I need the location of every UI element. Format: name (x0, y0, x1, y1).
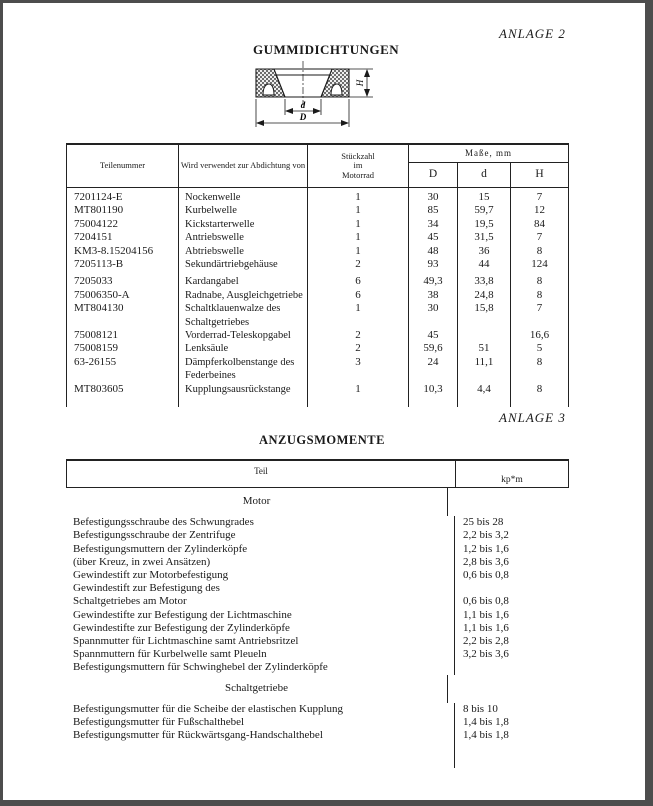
torque-part-label: (über Kreuz, in zwei Ansätzen) (73, 555, 211, 568)
dim-D-cell: 93 (409, 258, 458, 271)
table-row (67, 218, 569, 231)
torque-part-label: Spannmutter für Lichtmaschine samt Antriebsritzel (73, 635, 299, 648)
dim-d-cell: 11,1 (458, 356, 511, 383)
part-number-cell: 75004122 (74, 217, 118, 230)
filler-cell (454, 742, 569, 768)
dim-D-cell: 45 (409, 231, 458, 244)
dim-H-cell: 12 (511, 204, 569, 217)
dim-label-D: D (299, 112, 307, 122)
section-label-spacer (447, 488, 569, 516)
qty-cell: 1 (308, 218, 409, 231)
torque-row (66, 569, 569, 582)
usage-cell (179, 342, 308, 355)
torque-value: 2,2 bis 2,8 (454, 635, 569, 648)
usage-line: Vorderrad-Teleskopgabel (185, 330, 291, 342)
usage-line: Kupplungsausrückstange (185, 383, 291, 395)
dim-H-cell: 8 (511, 383, 569, 407)
dim-d-cell: 4,4 (458, 383, 511, 407)
dim-D-cell: 59,6 (409, 342, 458, 355)
part-number-cell: 7201124-E (74, 191, 123, 203)
col-header-stueckzahl: Stückzahl im Motorrad (308, 144, 409, 188)
gummi-table-head (67, 144, 569, 188)
dim-d-cell: 24,8 (458, 289, 511, 302)
torque-part-label: Befestigungsmuttern der Zylinderköpfe (73, 542, 248, 555)
torque-part-label: Befestigungsmutter für Fußschalthebel (73, 716, 245, 729)
torque-row (66, 529, 569, 542)
usage-cell (179, 383, 308, 407)
usage-cell (179, 302, 308, 329)
qty-cell: 2 (308, 329, 409, 342)
torque-value: 0,6 bis 0,8 (454, 569, 569, 582)
col-header-teil: Teil (254, 466, 268, 476)
torque-value: 2,2 bis 3,2 (454, 529, 569, 542)
dim-D-cell: 45 (409, 329, 458, 342)
dim-d-cell (458, 329, 511, 342)
torque-part-label: Befestigungsmutter für Rückwärtsgang-Handschalthebel (73, 729, 323, 742)
dim-H-cell: 8 (511, 289, 569, 302)
col-header-teilenummer: Teilenummer (99, 160, 146, 171)
dim-d-cell: 19,5 (458, 218, 511, 231)
usage-line: Schaltklauenwalze des (185, 303, 281, 315)
torque-value: 25 bis 28 (454, 516, 569, 529)
anlage-3-label: ANLAGE 3 (499, 410, 566, 425)
usage-line: Radnabe, Ausgleichgetriebe (185, 289, 303, 301)
usage-line: Kurbelwelle (185, 205, 237, 217)
dim-H-cell: 124 (511, 258, 569, 271)
col-header-kpm: kp*m (455, 461, 568, 487)
filler-cell (66, 742, 454, 768)
torque-row (66, 729, 569, 742)
dim-H-cell: 7 (511, 302, 569, 329)
torque-row (66, 622, 569, 635)
gummidichtungen-table (66, 143, 569, 407)
table-row (67, 204, 569, 217)
usage-cell (179, 231, 308, 244)
torque-value: 8 bis 10 (454, 703, 569, 716)
table-row (67, 188, 569, 205)
torque-row (66, 543, 569, 556)
torque-part-label: Befestigungsmuttern für Schwinghebel der Zylinderköpfe (73, 661, 328, 674)
table-row (67, 383, 569, 407)
table-row (67, 342, 569, 355)
usage-line: Antriebswelle (185, 232, 244, 244)
part-number-cell: 75008121 (74, 329, 118, 342)
torque-row (66, 635, 569, 648)
qty-cell: 1 (308, 188, 409, 205)
torque-part-label: Schaltgetriebes am Motor (73, 595, 187, 608)
usage-line: Schaltgetriebes (185, 316, 250, 328)
part-number-cell: 7204151 (74, 231, 113, 244)
dim-D-cell: 49,3 (409, 271, 458, 288)
qty-cell: 1 (308, 383, 409, 407)
col-header-d: d (458, 163, 511, 188)
col-header-H: H (511, 163, 569, 188)
torque-value: 1,1 bis 1,6 (454, 609, 569, 622)
divider-extension-row (66, 742, 569, 768)
torque-value: 1,4 bis 1,8 (454, 729, 569, 742)
qty-cell: 1 (308, 231, 409, 244)
torque-row (66, 648, 569, 661)
torque-value: 3,2 bis 3,6 (454, 648, 569, 661)
usage-line: Kickstarterwelle (185, 218, 255, 230)
dim-label-H: H (355, 79, 365, 87)
seal-cross-section-diagram (243, 59, 383, 131)
dim-H-cell: 16,6 (511, 329, 569, 342)
dim-d-cell: 15,8 (458, 302, 511, 329)
table-row (67, 329, 569, 342)
part-number-cell: 7205033 (74, 275, 113, 288)
col-header-D: D (409, 163, 458, 188)
left-seal-lip (263, 84, 274, 95)
torque-value: 2,8 bis 3,6 (454, 556, 569, 569)
table-row (67, 258, 569, 271)
qty-cell: 3 (308, 356, 409, 383)
torque-part-label: Befestigungsschraube der Zentrifuge (73, 529, 236, 542)
dim-D-cell: 34 (409, 218, 458, 231)
usage-cell (179, 356, 308, 383)
dim-H-cell: 8 (511, 356, 569, 383)
torque-value (454, 582, 569, 595)
qty-cell: 6 (308, 289, 409, 302)
dim-H-cell: 84 (511, 218, 569, 231)
part-number-cell: 75006350-A (74, 288, 130, 301)
dim-D-cell: 10,3 (409, 383, 458, 407)
table-row (67, 289, 569, 302)
usage-cell (179, 289, 308, 302)
usage-line: Kardangabel (185, 276, 239, 288)
part-number-cell: 7205113-B (74, 258, 124, 271)
torque-value: 1,4 bis 1,8 (454, 716, 569, 729)
usage-line: Federbeines (185, 370, 236, 382)
torque-row (66, 609, 569, 622)
torque-part-label: Spannmuttern für Kurbelwelle samt Pleueln (73, 648, 267, 661)
part-number-cell: 75008159 (74, 342, 118, 355)
usage-line: Nockenwelle (185, 192, 241, 203)
dim-H-cell: 5 (511, 342, 569, 355)
torque-value (454, 661, 569, 674)
dim-H-cell: 7 (511, 188, 569, 205)
usage-line: Abtriebswelle (185, 245, 244, 257)
table-row (67, 302, 569, 329)
dim-H-cell: 8 (511, 271, 569, 288)
gummidichtungen-title: GUMMIDICHTUNGEN (253, 42, 400, 57)
dim-d-cell: 44 (458, 258, 511, 271)
section-label: Schaltgetriebe (225, 681, 288, 694)
part-number-cell: MT801190 (74, 204, 124, 217)
part-number-cell: KM3-8.15204156 (74, 244, 154, 257)
table-row (67, 231, 569, 244)
dim-d-cell: 59,7 (458, 204, 511, 217)
anzug-table-body (66, 488, 569, 768)
col-header-usage: Wird verwendet zur Abdichtung von (179, 144, 308, 188)
torque-row (66, 703, 569, 716)
table-row (67, 271, 569, 288)
torque-part-label: Gewindestifte zur Befestigung der Zylinderköpfe (73, 621, 290, 634)
dim-label-d: d (300, 100, 306, 110)
torque-row (66, 595, 569, 608)
usage-cell (179, 204, 308, 217)
anzugsmomente-title: ANZUGSMOMENTE (259, 433, 385, 447)
qty-cell: 1 (308, 204, 409, 217)
torque-row (66, 661, 569, 674)
dim-d-cell: 51 (458, 342, 511, 355)
dim-d-cell: 33,8 (458, 271, 511, 288)
table-row (67, 356, 569, 383)
qty-cell: 6 (308, 271, 409, 288)
part-number-cell: 63-26155 (74, 355, 117, 368)
gummi-table-body (67, 188, 569, 408)
torque-part-label: Gewindestift zur Motorbefestigung (73, 569, 229, 582)
dim-H-cell: 8 (511, 245, 569, 258)
torque-row (66, 556, 569, 569)
right-seal-lip (331, 84, 342, 95)
dim-d-cell: 36 (458, 245, 511, 258)
torque-row (66, 716, 569, 729)
usage-cell (179, 271, 308, 288)
part-number-cell: MT804130 (74, 302, 124, 315)
torque-part-label: Gewindestifte zur Befestigung der Lichtmaschine (73, 608, 292, 621)
qty-cell: 2 (308, 258, 409, 271)
dim-D-cell: 30 (409, 302, 458, 329)
dim-d-cell: 31,5 (458, 231, 511, 244)
dim-D-cell: 85 (409, 204, 458, 217)
torque-value: 1,1 bis 1,6 (454, 622, 569, 635)
section-label: Motor (242, 495, 271, 507)
usage-cell (179, 218, 308, 231)
table-row (67, 245, 569, 258)
usage-line: Sekundärtriebgehäuse (185, 259, 278, 271)
anzugsmomente-table (66, 459, 569, 768)
torque-value: 0,6 bis 0,8 (454, 595, 569, 608)
dim-H-cell: 7 (511, 231, 569, 244)
dim-D-cell: 24 (409, 356, 458, 383)
torque-part-label: Befestigungsmutter für die Scheibe der elastischen Kupplung (73, 702, 344, 715)
torque-row (66, 516, 569, 529)
usage-cell (179, 245, 308, 258)
torque-row (66, 582, 569, 595)
qty-cell: 1 (308, 245, 409, 258)
qty-cell: 2 (308, 342, 409, 355)
anzug-table-head (66, 459, 569, 488)
dim-d-cell: 15 (458, 188, 511, 205)
section-label-spacer (447, 675, 569, 703)
part-number-cell: MT803605 (74, 382, 124, 395)
dim-D-cell: 38 (409, 289, 458, 302)
dim-D-cell: 48 (409, 245, 458, 258)
section-label-row (66, 675, 569, 703)
usage-cell (179, 188, 308, 205)
anlage-2-label: ANLAGE 2 (499, 26, 566, 41)
torque-part-label: Befestigungsschraube des Schwungrades (73, 516, 254, 529)
usage-line: Dämpferkolbenstange des (185, 356, 295, 368)
usage-line: Lenksäule (185, 343, 229, 355)
torque-part-label: Gewindestift zur Befestigung des (73, 582, 220, 595)
torque-value: 1,2 bis 1,6 (454, 543, 569, 556)
col-header-masse-mm: Maße, mm (409, 144, 569, 163)
usage-cell (179, 258, 308, 271)
section-label-row (66, 488, 569, 516)
usage-cell (179, 329, 308, 342)
dim-D-cell: 30 (409, 188, 458, 205)
qty-cell: 1 (308, 302, 409, 329)
